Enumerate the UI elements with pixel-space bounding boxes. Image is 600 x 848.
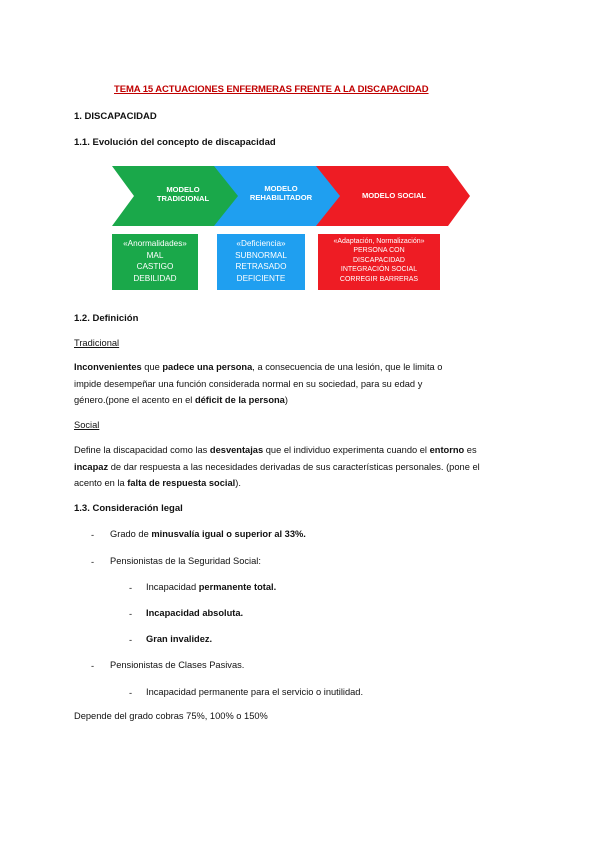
box-rehabilitador-line: «Deficiencia»	[236, 239, 286, 248]
list-dash: -	[129, 688, 133, 698]
text-bold: Inconvenientes	[74, 362, 142, 372]
text: acento en la	[74, 478, 128, 488]
box-rehabilitador	[217, 234, 305, 290]
document-title: TEMA 15 ACTUACIONES ENFERMERAS FRENTE A LA DISCAPACIDAD	[114, 84, 429, 95]
list-subitem: Incapacidad absoluta.	[146, 608, 244, 618]
chevron-rehabilitador-label	[238, 184, 324, 202]
chevron-rehabilitador-line2: REHABILITADOR	[249, 193, 313, 202]
text: que el individuo experimenta cuando el	[263, 445, 430, 455]
text-bold: falta de respuesta social	[127, 478, 236, 488]
box-social-line: PERSONA CON	[353, 247, 405, 255]
box-traditional-line: MAL	[146, 250, 164, 260]
box-social-line: CORREGIR BARRERAS	[339, 275, 419, 283]
list-subitem	[146, 579, 276, 596]
chevron-social-line1: MODELO SOCIAL	[361, 191, 427, 200]
box-social-line: INTEGRACIÓN SOCIAL	[340, 266, 418, 274]
box-rehabilitador-line: SUBNORMAL	[235, 250, 287, 260]
chevron-traditional-line1: MODELO	[166, 185, 200, 194]
box-traditional	[112, 234, 198, 290]
section-heading-1-2: 1.2. Definición	[74, 313, 139, 324]
tradicional-label: Tradicional	[74, 338, 120, 348]
text: Define la discapacidad como las	[74, 445, 210, 455]
text: Incapacidad	[146, 582, 199, 592]
box-traditional-line: DEBILIDAD	[133, 273, 177, 283]
text: Grado de	[110, 529, 152, 539]
text: género.(pone el acento en el	[74, 395, 195, 405]
tradicional-paragraph	[74, 359, 526, 409]
list-dash: -	[129, 583, 133, 593]
chevron-traditional-label	[142, 185, 224, 203]
section-heading-1-3: 1.3. Consideración legal	[74, 503, 183, 514]
list-dash: -	[129, 609, 133, 619]
box-social	[318, 234, 440, 290]
text-bold: permanente total.	[198, 582, 277, 592]
chevron-rehabilitador-line1: MODELO	[264, 184, 298, 193]
text: )	[284, 395, 288, 405]
box-traditional-line: «Anormalidades»	[123, 239, 187, 248]
list-dash: -	[91, 661, 95, 671]
text: es	[464, 445, 477, 455]
footer-note: Depende del grado cobras 75%, 100% o 150%	[74, 711, 268, 721]
chevron-traditional-line2: TRADICIONAL	[156, 194, 210, 203]
text: de dar respuesta a las necesidades derivadas de sus características personales. (pone el	[108, 461, 480, 472]
list-item: Pensionistas de la Seguridad Social:	[110, 556, 261, 566]
list-subitem: Gran invalidez.	[146, 634, 213, 644]
section-heading-1: 1. DISCAPACIDAD	[74, 111, 157, 122]
social-paragraph	[74, 442, 526, 492]
list-item: Pensionistas de Clases Pasivas.	[110, 660, 245, 670]
text: , a consecuencia de una lesión, que le limita o	[252, 362, 443, 372]
box-traditional-line: CASTIGO	[136, 262, 174, 271]
text: impide desempeñar una función considerada normal en su sociedad, para su edad y	[74, 378, 423, 389]
text-bold: desventajas	[209, 445, 264, 455]
list-dash: -	[91, 530, 95, 540]
list-dash: -	[129, 635, 133, 645]
box-social-line: «Adaptación, Normalización»	[333, 238, 425, 245]
box-social-line: DISCAPACIDAD	[353, 256, 405, 264]
chevron-social-label	[346, 191, 442, 200]
list-item	[110, 526, 306, 543]
box-rehabilitador-line: RETRASADO	[235, 262, 287, 271]
box-rehabilitador-line: DEFICIENTE	[236, 273, 286, 283]
text: ).	[235, 478, 241, 488]
text-bold: padece una persona	[162, 362, 253, 372]
text-bold: minusvalía igual o superior al 33%.	[151, 529, 306, 539]
text-bold: entorno	[429, 445, 465, 455]
list-dash: -	[91, 557, 95, 567]
list-subitem: Incapacidad permanente para el servicio o inutilidad.	[146, 687, 364, 697]
text: que	[141, 362, 163, 372]
social-label: Social	[74, 420, 100, 430]
text-bold: déficit de la persona	[194, 395, 285, 405]
text-bold: incapaz	[74, 461, 109, 472]
section-heading-1-1: 1.1. Evolución del concepto de discapacidad	[74, 137, 276, 148]
